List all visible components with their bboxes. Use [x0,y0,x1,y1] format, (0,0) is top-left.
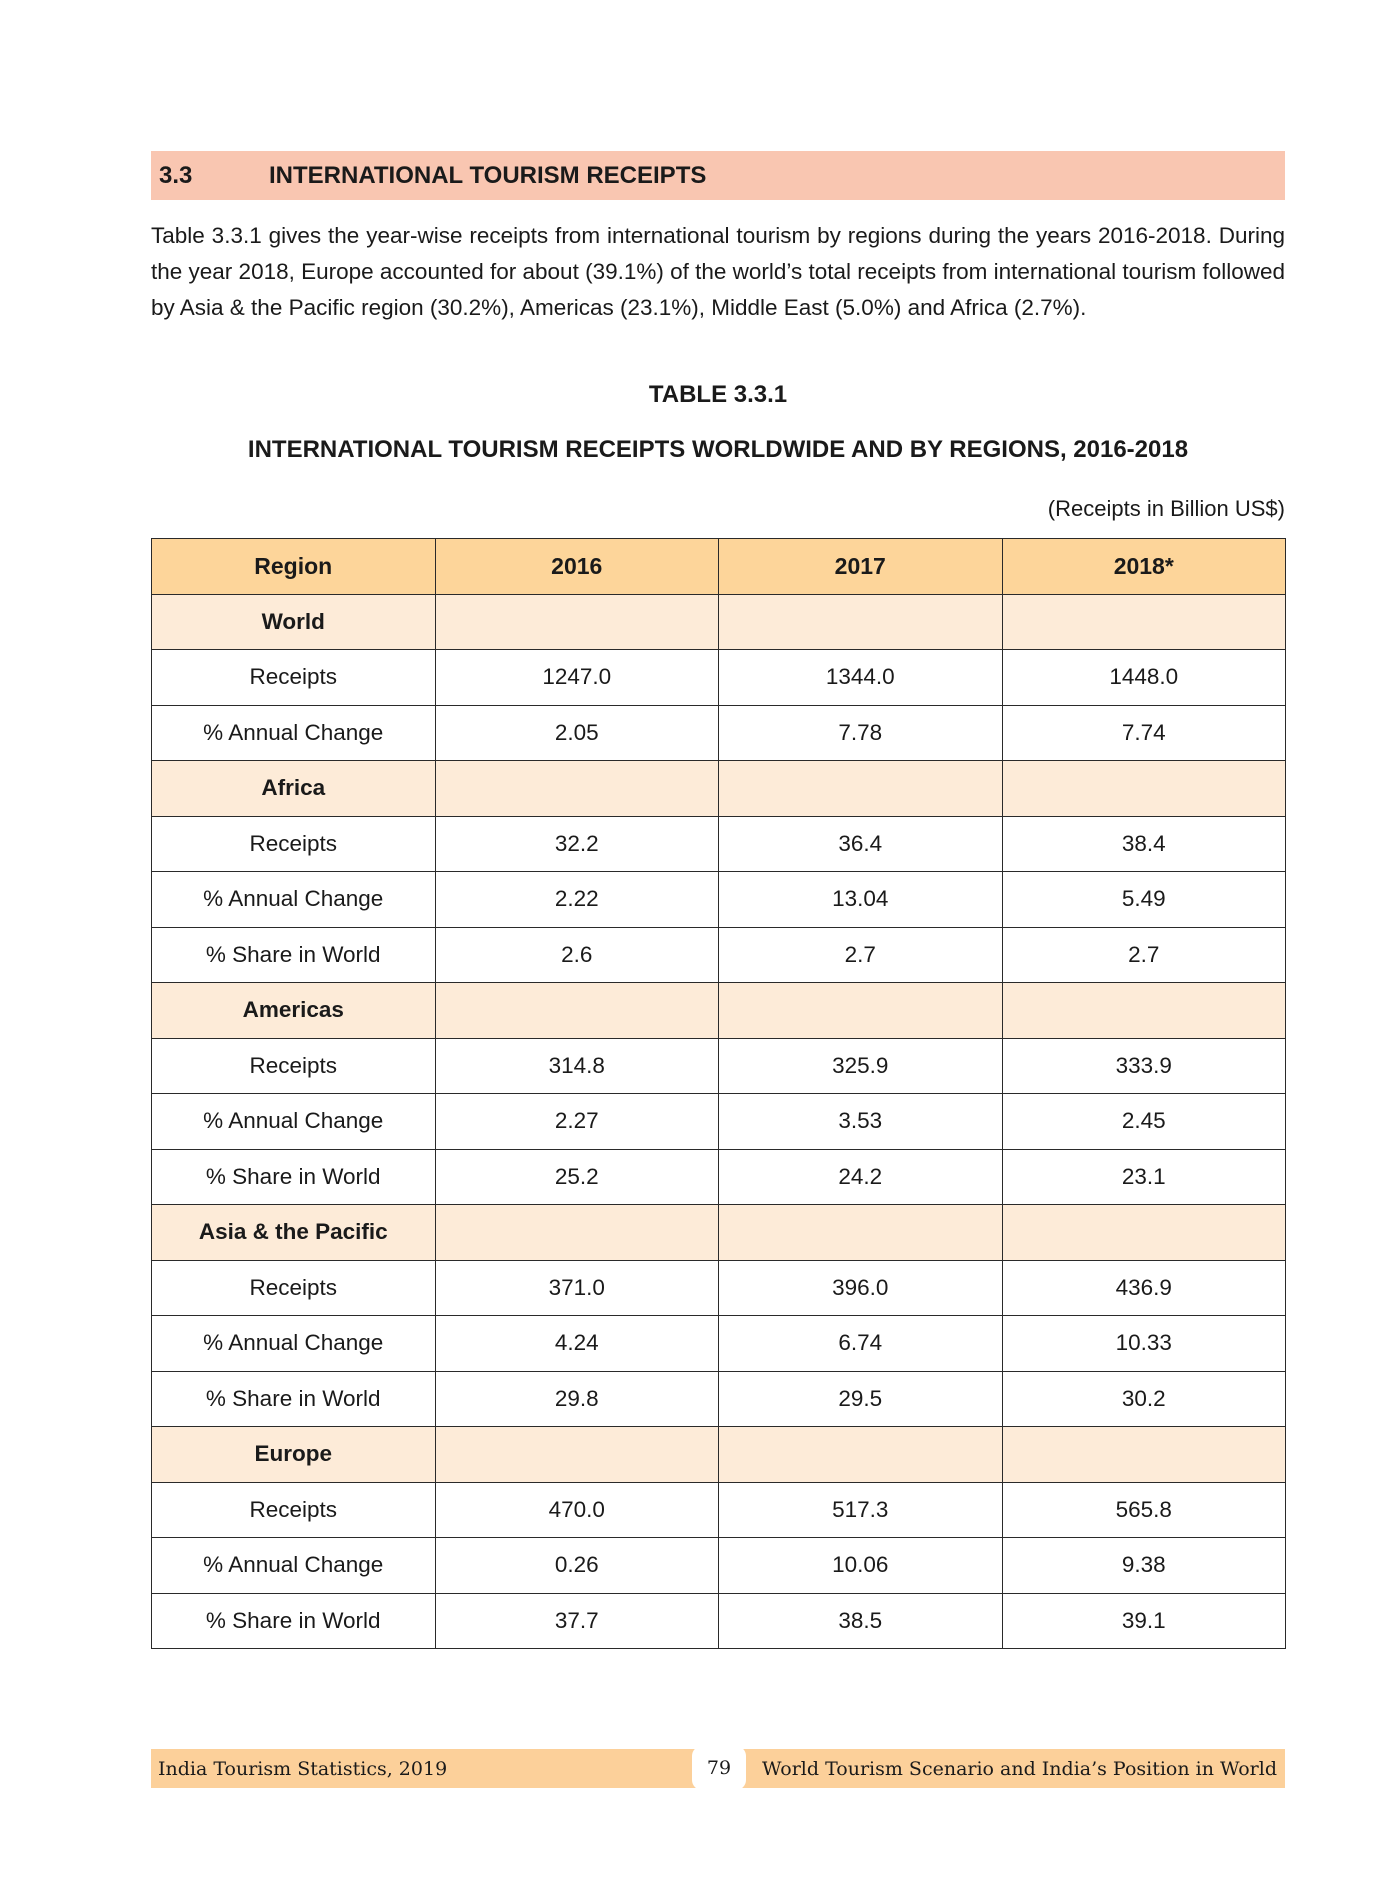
row-label: Receipts [152,1482,436,1538]
table-row [152,650,1286,706]
region-empty-cell [1002,983,1286,1039]
footer-publication: India Tourism Statistics, 2019 [158,1758,448,1780]
unit-note: (Receipts in Billion US$) [1047,496,1285,521]
value-cell: 24.2 [719,1149,1003,1205]
row-label: Receipts [152,816,436,872]
row-label: Receipts [152,1038,436,1094]
region-empty-cell [719,983,1003,1039]
region-empty-cell [1002,594,1286,650]
value-cell: 2.22 [435,872,719,928]
table-row [152,705,1286,761]
row-label: % Share in World [152,1371,436,1427]
table-row [152,1593,1286,1649]
region-empty-cell [1002,761,1286,817]
table-row [152,1260,1286,1316]
value-cell: 29.8 [435,1371,719,1427]
region-empty-cell [719,1205,1003,1261]
value-cell: 7.74 [1002,705,1286,761]
region-row [152,761,1286,817]
footer-chapter: World Tourism Scenario and India’s Position in World [762,1758,1277,1780]
region-row [152,594,1286,650]
table-header-row [152,539,1286,595]
value-cell: 10.33 [1002,1316,1286,1372]
section-number: 3.3 [159,161,193,189]
value-cell: 37.7 [435,1593,719,1649]
region-row [152,983,1286,1039]
value-cell: 13.04 [719,872,1003,928]
value-cell: 38.4 [1002,816,1286,872]
header-region: Region [152,539,436,595]
value-cell: 2.7 [1002,927,1286,983]
value-cell: 470.0 [435,1482,719,1538]
page-footer [151,1749,1285,1788]
region-name: Africa [152,761,436,817]
region-name: Americas [152,983,436,1039]
table-title: INTERNATIONAL TOURISM RECEIPTS WORLDWIDE AND BY REGIONS, 2016-2018 [247,436,1189,463]
row-label: % Annual Change [152,1316,436,1372]
region-empty-cell [435,1427,719,1483]
table-row [152,816,1286,872]
receipts-table [151,538,1286,1649]
table-row [152,927,1286,983]
value-cell: 32.2 [435,816,719,872]
table-body [152,594,1286,1649]
value-cell: 2.05 [435,705,719,761]
row-label: % Annual Change [152,1094,436,1150]
table-row [152,1038,1286,1094]
value-cell: 2.27 [435,1094,719,1150]
table-label: TABLE 3.3.1 [648,381,788,408]
row-label: % Share in World [152,1593,436,1649]
value-cell: 36.4 [719,816,1003,872]
table-row [152,1094,1286,1150]
section-header [151,151,1285,200]
value-cell: 2.7 [719,927,1003,983]
value-cell: 39.1 [1002,1593,1286,1649]
page-number: 79 [692,1746,746,1790]
region-empty-cell [435,983,719,1039]
region-row [152,1205,1286,1261]
region-empty-cell [719,1427,1003,1483]
value-cell: 9.38 [1002,1538,1286,1594]
value-cell: 10.06 [719,1538,1003,1594]
row-label: % Share in World [152,927,436,983]
row-label: Receipts [152,1260,436,1316]
value-cell: 333.9 [1002,1038,1286,1094]
row-label: % Annual Change [152,705,436,761]
region-name: Europe [152,1427,436,1483]
value-cell: 5.49 [1002,872,1286,928]
table-row [152,1149,1286,1205]
header-2017: 2017 [719,539,1003,595]
region-name: World [152,594,436,650]
region-name: Asia & the Pacific [152,1205,436,1261]
value-cell: 6.74 [719,1316,1003,1372]
table-row [152,1316,1286,1372]
row-label: % Annual Change [152,1538,436,1594]
table-row [152,1538,1286,1594]
value-cell: 29.5 [719,1371,1003,1427]
table-row [152,872,1286,928]
region-empty-cell [435,594,719,650]
value-cell: 7.78 [719,705,1003,761]
table-row [152,1371,1286,1427]
row-label: Receipts [152,650,436,706]
value-cell: 396.0 [719,1260,1003,1316]
value-cell: 30.2 [1002,1371,1286,1427]
value-cell: 38.5 [719,1593,1003,1649]
region-empty-cell [719,761,1003,817]
value-cell: 2.45 [1002,1094,1286,1150]
value-cell: 1448.0 [1002,650,1286,706]
row-label: % Share in World [152,1149,436,1205]
value-cell: 1247.0 [435,650,719,706]
row-label: % Annual Change [152,872,436,928]
header-2018: 2018* [1002,539,1286,595]
value-cell: 371.0 [435,1260,719,1316]
region-empty-cell [719,594,1003,650]
value-cell: 2.6 [435,927,719,983]
value-cell: 4.24 [435,1316,719,1372]
value-cell: 0.26 [435,1538,719,1594]
value-cell: 3.53 [719,1094,1003,1150]
value-cell: 1344.0 [719,650,1003,706]
value-cell: 23.1 [1002,1149,1286,1205]
section-title: INTERNATIONAL TOURISM RECEIPTS [269,161,707,189]
intro-paragraph: Table 3.3.1 gives the year-wise receipts from international tourism by regions during the years 2016-2018. During the year 2018, Europe accounted for about (39.1%) of the world’s total receipts from international tourism followed by Asia & the Pacific region (30.2%), Americas (23.1%), Middle East (5.0%) and Africa (2.7%). [151,223,1285,320]
value-cell: 325.9 [719,1038,1003,1094]
table-row [152,1482,1286,1538]
value-cell: 565.8 [1002,1482,1286,1538]
value-cell: 25.2 [435,1149,719,1205]
region-row [152,1427,1286,1483]
region-empty-cell [1002,1205,1286,1261]
region-empty-cell [1002,1427,1286,1483]
region-empty-cell [435,761,719,817]
region-empty-cell [435,1205,719,1261]
value-cell: 517.3 [719,1482,1003,1538]
value-cell: 436.9 [1002,1260,1286,1316]
value-cell: 314.8 [435,1038,719,1094]
header-2016: 2016 [435,539,719,595]
